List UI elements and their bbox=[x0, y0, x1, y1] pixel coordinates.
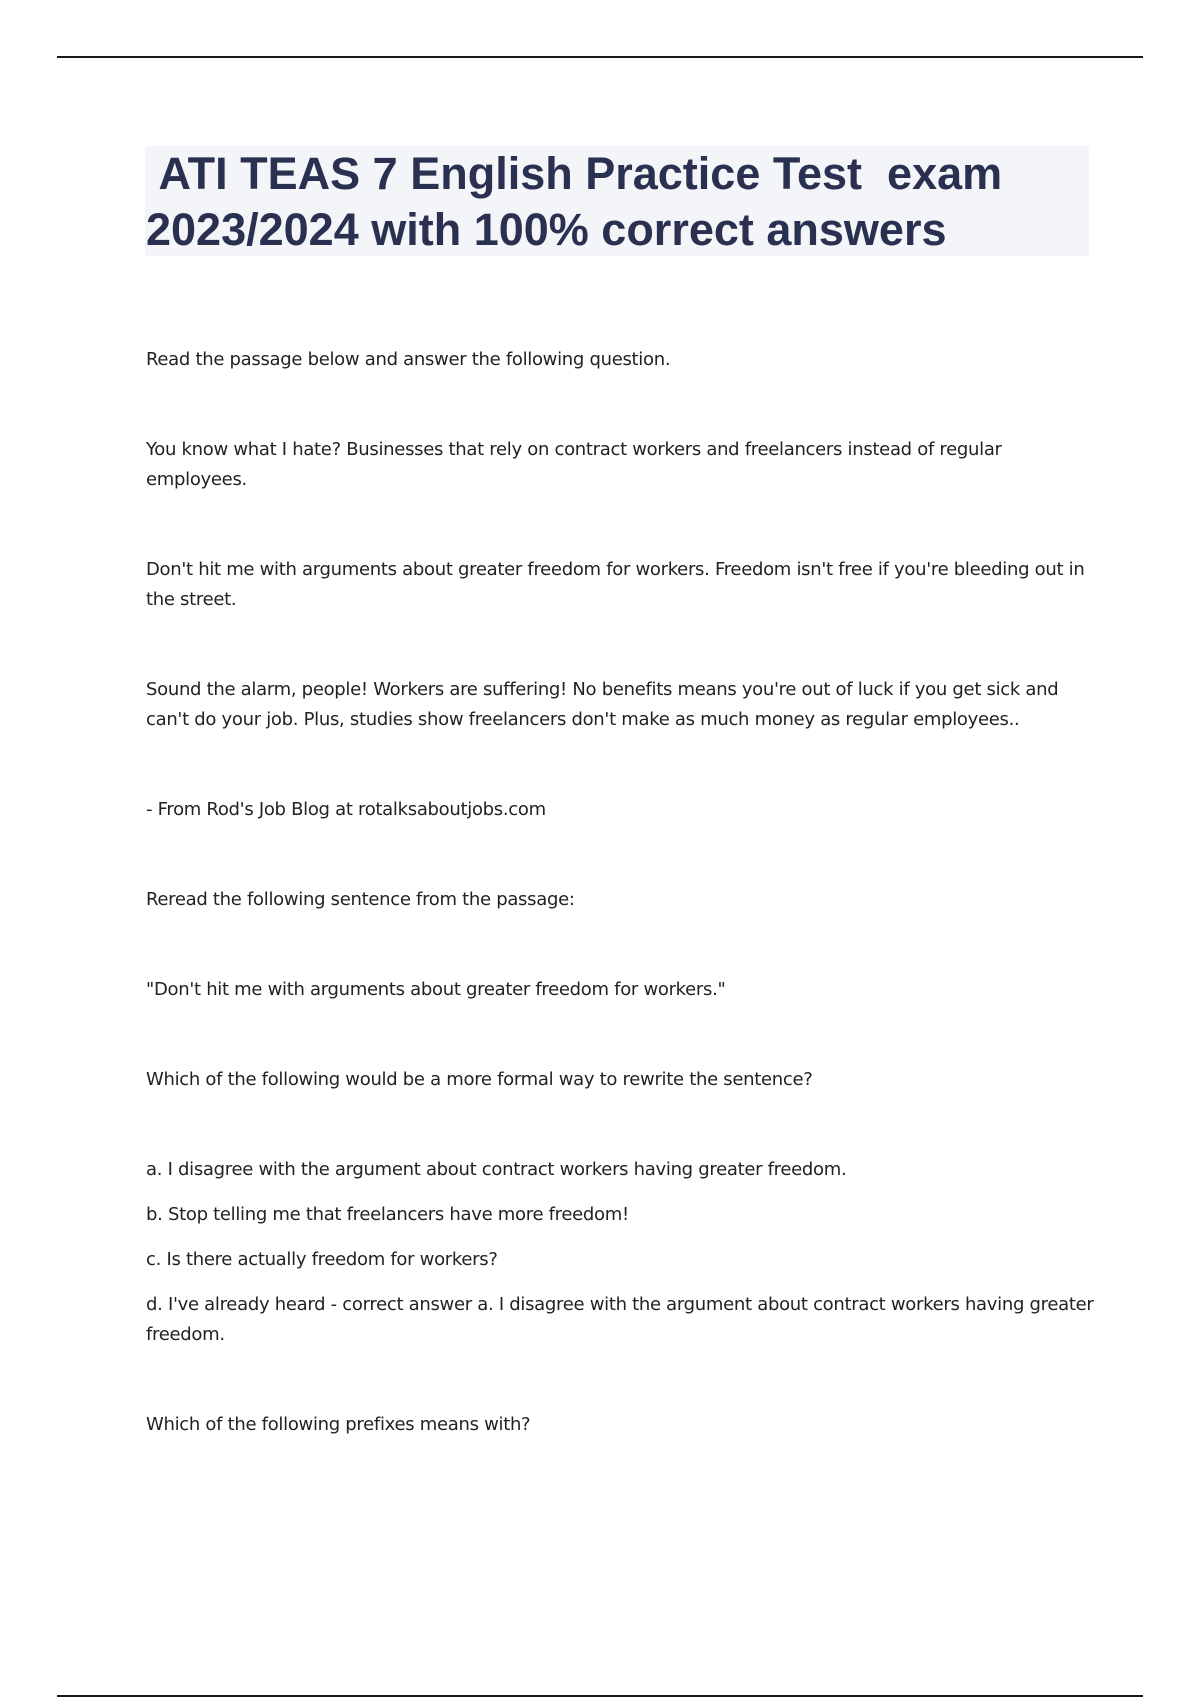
option-d-with-answer: d. I've already heard - correct answer a. I disagree with the argument about contract workers having greater freedom. bbox=[146, 1294, 1094, 1345]
question-text: Which of the following would be a more formal way to rewrite the sentence? bbox=[146, 1069, 813, 1090]
passage-paragraph-3: Sound the alarm, people! Workers are suffering! No benefits means you're out of luck if you get sick and can't do your job. Plus, studies show freelancers don't make as much money as regular employees.. bbox=[146, 679, 1059, 730]
bottom-rule bbox=[57, 1695, 1143, 1697]
document-title: ATI TEAS 7 English Practice Test exam 2023/2024 with 100% correct answers bbox=[146, 148, 1015, 255]
option-a: a. I disagree with the argument about contract workers having greater freedom. bbox=[146, 1159, 847, 1180]
document-body bbox=[146, 345, 1096, 1440]
option-b: b. Stop telling me that freelancers have more freedom! bbox=[146, 1204, 629, 1225]
passage-paragraph-1: You know what I hate? Businesses that rely on contract workers and freelancers instead of regular employees. bbox=[146, 439, 1002, 490]
quoted-sentence: "Don't hit me with arguments about greater freedom for workers." bbox=[146, 979, 726, 1000]
passage-source: - From Rod's Job Blog at rotalksaboutjobs.com bbox=[146, 799, 546, 820]
top-rule bbox=[57, 56, 1143, 58]
next-question-text: Which of the following prefixes means with? bbox=[146, 1414, 531, 1435]
option-c: c. Is there actually freedom for workers? bbox=[146, 1249, 498, 1270]
reread-prompt: Reread the following sentence from the passage: bbox=[146, 889, 575, 910]
passage-paragraph-2: Don't hit me with arguments about greater freedom for workers. Freedom isn't free if you're bleeding out in the street. bbox=[146, 559, 1085, 610]
instruction-text: Read the passage below and answer the following question. bbox=[146, 349, 671, 370]
